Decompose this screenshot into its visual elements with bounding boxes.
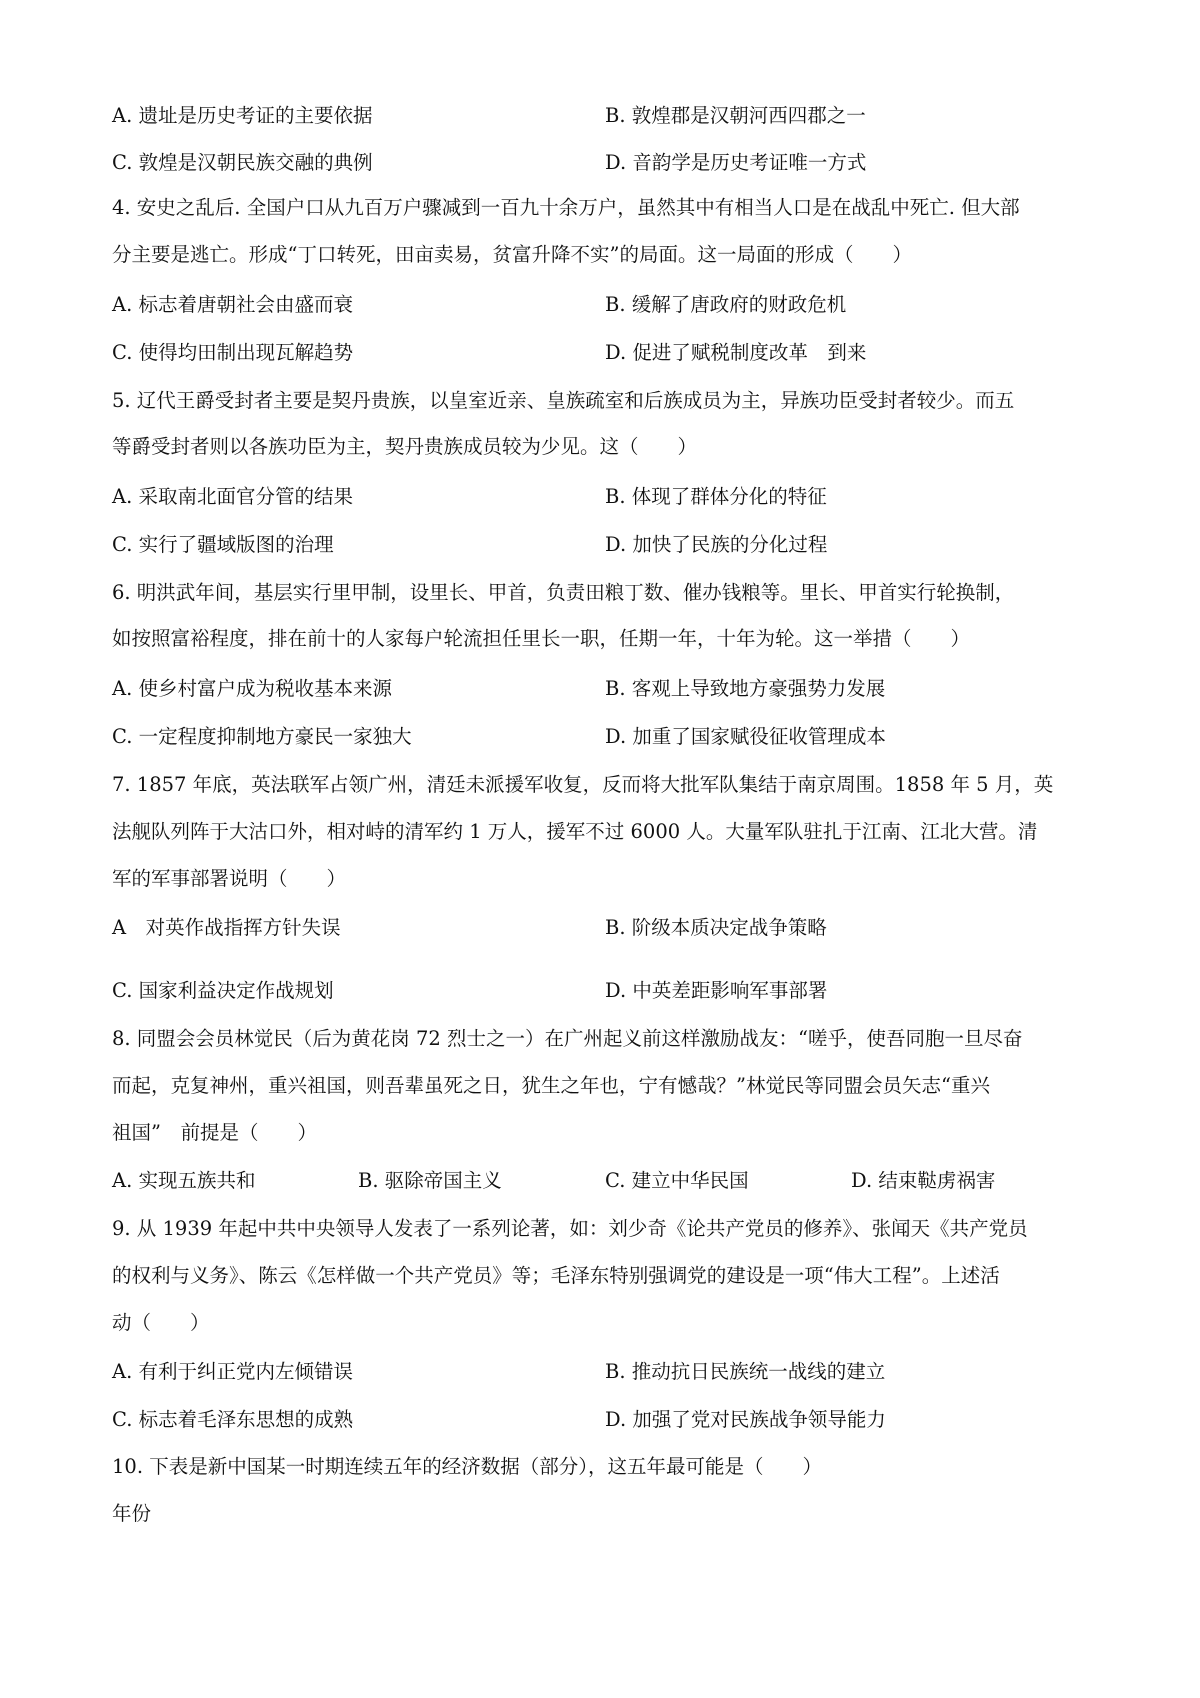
q4-stem-line-2: 分主要是逃亡。形成“丁口转死，田亩卖易，贫富升降不实”的局面。这一局面的形成（ ） bbox=[112, 243, 912, 266]
q4-option-d: D. 促进了赋税制度改革 到来 bbox=[605, 341, 867, 364]
q9-stem-line-1: 9. 从 1939 年起中共中央领导人发表了一系列论著，如：刘少奇《论共产党员的修养》、张闻天《共产党员 bbox=[112, 1217, 1028, 1240]
q5-option-a: A. 采取南北面官分管的结果 bbox=[112, 485, 353, 508]
q7-option-c: C. 国家利益决定作战规划 bbox=[112, 979, 334, 1002]
q6-option-c: C. 一定程度抑制地方豪民一家独大 bbox=[112, 725, 412, 748]
q7-stem-line-2: 法舰队列阵于大沽口外，相对峙的清军约 1 万人，援军不过 6000 人。大量军队驻扎于江南、江北大营。清 bbox=[112, 820, 1038, 843]
q3-option-d: D. 音韵学是历史考证唯一方式 bbox=[605, 151, 867, 174]
q7-option-d: D. 中英差距影响军事部署 bbox=[605, 979, 828, 1002]
q5-stem-line-1: 5. 辽代王爵受封者主要是契丹贵族，以皇室近亲、皇族疏室和后族成员为主，异族功臣受封者较少。而五 bbox=[112, 389, 1015, 412]
q8-stem-line-1: 8. 同盟会会员林觉民（后为黄花岗 72 烈士之一）在广州起义前这样激励战友：“嗟乎，使吾同胞一旦尽奋 bbox=[112, 1027, 1023, 1050]
q6-stem-line-1: 6. 明洪武年间，基层实行里甲制，设里长、甲首，负责田粮丁数、催办钱粮等。里长、甲首实行轮换制， bbox=[112, 581, 1015, 604]
q4-stem-line-1: 4. 安史之乱后. 全国户口从九百万户骤减到一百九十余万户，虽然其中有相当人口是在战乱中死亡. 但大部 bbox=[112, 196, 1020, 219]
q7-option-a: A 对英作战指挥方针失误 bbox=[112, 916, 341, 939]
q8-option-d: D. 结束鞑虏祸害 bbox=[851, 1169, 996, 1192]
q9-option-c: C. 标志着毛泽东思想的成熟 bbox=[112, 1408, 354, 1431]
q4-option-c: C. 使得均田制出现瓦解趋势 bbox=[112, 341, 354, 364]
q9-option-b: B. 推动抗日民族统一战线的建立 bbox=[605, 1360, 886, 1383]
q8-stem-line-3: 祖国” 前提是（ ） bbox=[112, 1121, 317, 1144]
q8-option-a: A. 实现五族共和 bbox=[112, 1169, 256, 1192]
q9-stem-line-2: 的权利与义务》、陈云《怎样做一个共产党员》等；毛泽东特别强调党的建设是一项“伟大工程”。上述活 bbox=[112, 1264, 1000, 1287]
q5-option-d: D. 加快了民族的分化过程 bbox=[605, 533, 828, 556]
q6-stem-line-2: 如按照富裕程度，排在前十的人家每户轮流担任里长一职，任期一年，十年为轮。这一举措（ ） bbox=[112, 627, 971, 650]
q7-option-b: B. 阶级本质决定战争策略 bbox=[605, 916, 827, 939]
q7-stem-line-1: 7. 1857 年底，英法联军占领广州，清廷未派援军收复，反而将大批军队集结于南京周围。1858 年 5 月，英 bbox=[112, 773, 1054, 796]
q8-option-b: B. 驱除帝国主义 bbox=[358, 1169, 502, 1192]
q6-option-b: B. 客观上导致地方豪强势力发展 bbox=[605, 677, 886, 700]
q6-option-a: A. 使乡村富户成为税收基本来源 bbox=[112, 677, 392, 700]
q9-option-a: A. 有利于纠正党内左倾错误 bbox=[112, 1360, 353, 1383]
q5-stem-line-2: 等爵受封者则以各族功臣为主，契丹贵族成员较为少见。这（ ） bbox=[112, 435, 698, 458]
q5-option-b: B. 体现了群体分化的特征 bbox=[605, 485, 827, 508]
q4-option-b: B. 缓解了唐政府的财政危机 bbox=[605, 293, 847, 316]
q6-option-d: D. 加重了国家赋役征收管理成本 bbox=[605, 725, 886, 748]
q10-table-header-year: 年份 bbox=[112, 1502, 152, 1525]
q4-option-a: A. 标志着唐朝社会由盛而衰 bbox=[112, 293, 353, 316]
q3-option-a: A. 遗址是历史考证的主要依据 bbox=[112, 104, 373, 127]
q9-option-d: D. 加强了党对民族战争领导能力 bbox=[605, 1408, 886, 1431]
q3-option-c: C. 敦煌是汉朝民族交融的典例 bbox=[112, 151, 373, 174]
q8-option-c: C. 建立中华民国 bbox=[605, 1169, 749, 1192]
q5-option-c: C. 实行了疆域版图的治理 bbox=[112, 533, 334, 556]
q3-option-b: B. 敦煌郡是汉朝河西四郡之一 bbox=[605, 104, 866, 127]
q8-stem-line-2: 而起，克复神州，重兴祖国，则吾辈虽死之日，犹生之年也，宁有憾哉？”林觉民等同盟会员矢志“重兴 bbox=[112, 1074, 990, 1097]
q9-stem-line-3: 动（ ） bbox=[112, 1311, 210, 1334]
q10-stem-line-1: 10. 下表是新中国某一时期连续五年的经济数据（部分），这五年最可能是（ ） bbox=[112, 1455, 822, 1478]
q7-stem-line-3: 军的军事部署说明（ ） bbox=[112, 867, 347, 890]
